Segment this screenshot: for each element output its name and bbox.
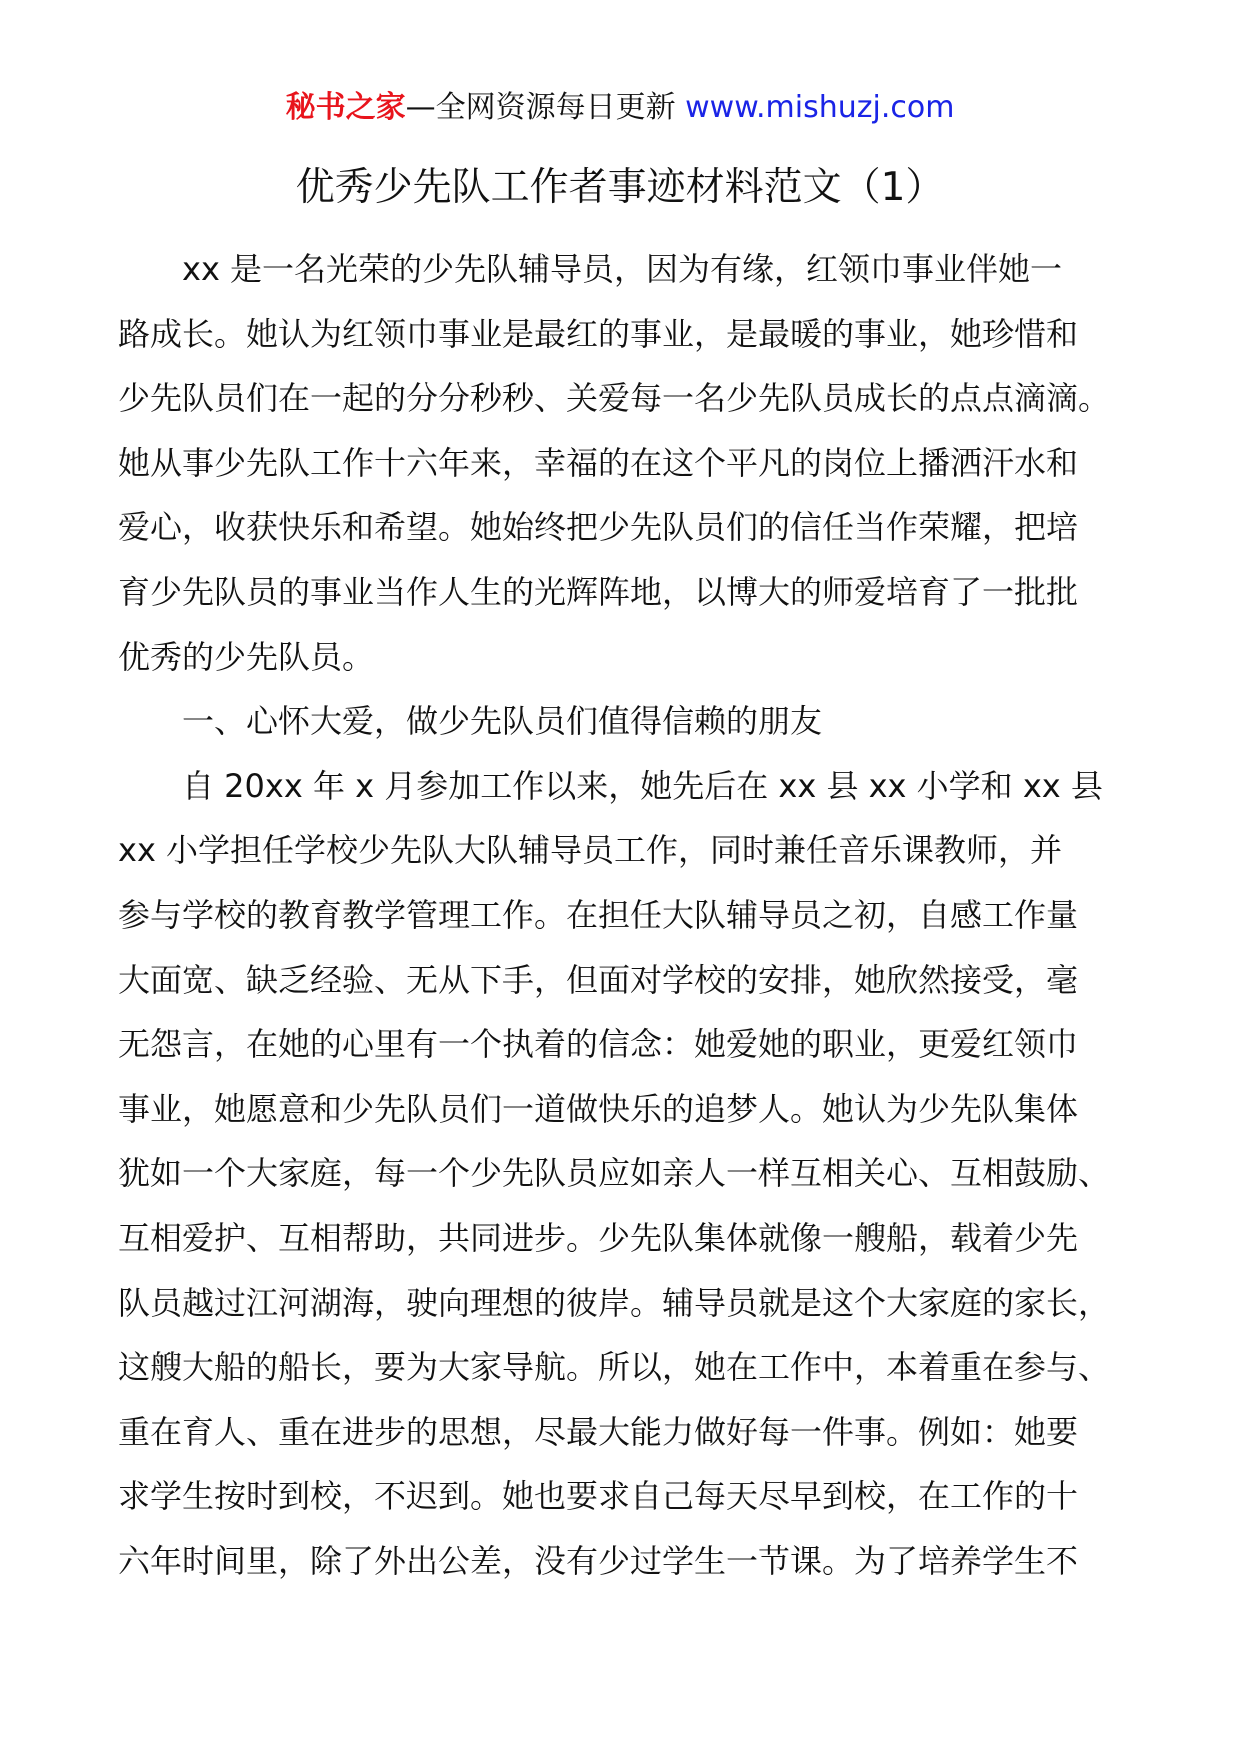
document-title: 优秀少先队工作者事迹材料范文（1）: [295, 165, 945, 210]
paragraph-line: 求学生按时到校，不迟到。她也要求自己每天尽早到校，在工作的十: [118, 1477, 1079, 1516]
paragraph-line: 重在育人、重在进步的思想，尽最大能力做好每一件事。例如：她要: [118, 1412, 1079, 1451]
paragraph-line: 优秀的少先队员。: [118, 637, 375, 676]
paragraph-line: 大面宽、缺乏经验、无从下手，但面对学校的安排，她欣然接受，毫: [118, 960, 1079, 999]
section-heading: 一、心怀大爱，做少先队员们值得信赖的朋友: [182, 702, 823, 741]
paragraph-line: 路成长。她认为红领巾事业是最红的事业，是最暖的事业，她珍惜和: [118, 314, 1079, 353]
brand-name: 秘书之家: [285, 90, 406, 125]
paragraph-line: 她从事少先队工作十六年来，幸福的在这个平凡的岗位上播洒汗水和: [118, 443, 1079, 482]
header-url-link[interactable]: www.mishuzj.com: [685, 90, 955, 125]
header-slogan: —全网资源每日更新: [405, 90, 686, 125]
paragraph-line: 自 20xx 年 x 月参加工作以来，她先后在 xx 县 xx 小学和 xx 县: [182, 766, 1103, 805]
paragraph-line: xx 是一名光荣的少先队辅导员，因为有缘，红领巾事业伴她一: [182, 250, 1063, 288]
paragraph-line: 爱心，收获快乐和希望。她始终把少先队员们的信任当作荣耀，把培: [118, 508, 1079, 547]
paragraph-line: 这艘大船的船长，要为大家导航。所以，她在工作中，本着重在参与、: [118, 1348, 1111, 1387]
paragraph-line: 队员越过江河湖海，驶向理想的彼岸。辅导员就是这个大家庭的家长，: [118, 1283, 1111, 1322]
paragraph-line: 少先队员们在一起的分分秒秒、关爱每一名少先队员成长的点点滴滴。: [118, 379, 1111, 418]
paragraph-line: 事业，她愿意和少先队员们一道做快乐的追梦人。她认为少先队集体: [118, 1089, 1079, 1128]
paragraph-line: 无怨言，在她的心里有一个执着的信念：她爱她的职业，更爱红领巾: [118, 1025, 1079, 1064]
paragraph-line: 犹如一个大家庭，每一个少先队员应如亲人一样互相关心、互相鼓励、: [118, 1154, 1111, 1193]
paragraph-line: 六年时间里，除了外出公差，没有少过学生一节课。为了培养学生不: [118, 1541, 1079, 1580]
document-body: [118, 237, 1128, 1593]
paragraph-line: 互相爱护、互相帮助，共同进步。少先队集体就像一艘船，载着少先: [118, 1218, 1079, 1257]
paragraph-line: xx 小学担任学校少先队大队辅导员工作，同时兼任音乐课教师，并: [118, 831, 1063, 870]
paragraph-line: 参与学校的教育教学管理工作。在担任大队辅导员之初，自感工作量: [118, 895, 1079, 934]
paragraph-line: 育少先队员的事业当作人生的光辉阵地，以博大的师爱培育了一批批: [118, 572, 1079, 611]
page-header: [0, 88, 1240, 128]
